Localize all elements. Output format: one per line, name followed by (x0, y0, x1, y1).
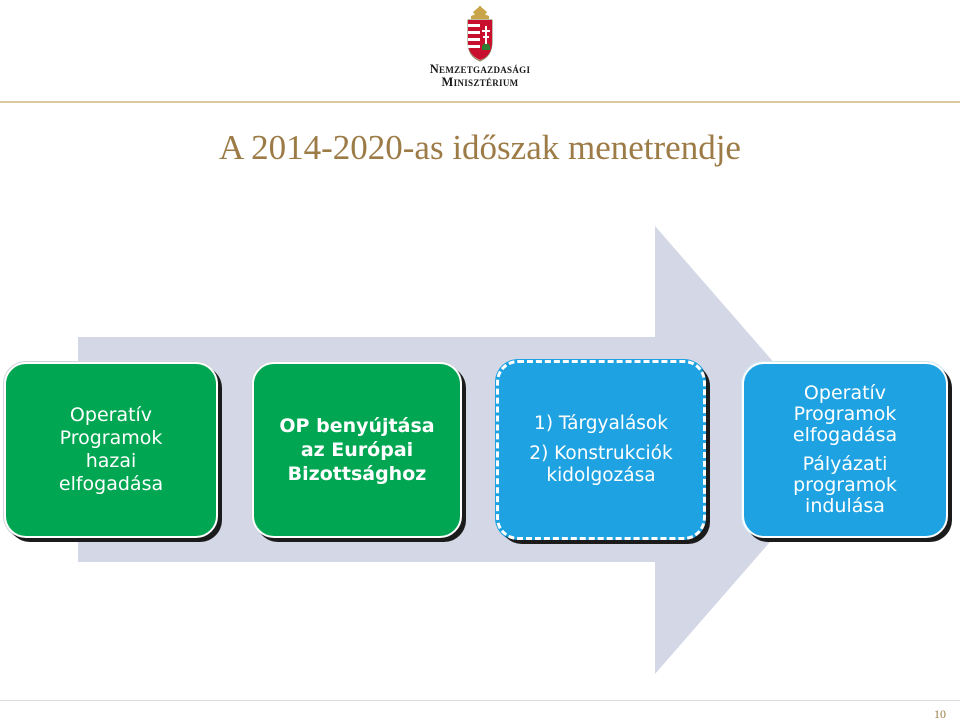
step-text: hazai (85, 450, 137, 472)
ministry-line-2: Minisztérium (441, 75, 519, 89)
step-text: Programok (59, 427, 163, 449)
step-text: 2) Konstrukciók (529, 443, 673, 464)
step-text: indulása (805, 495, 885, 517)
step-text: programok (793, 474, 897, 496)
step-text: 1) Tárgyalások (534, 413, 668, 434)
step-text: Programok (793, 403, 897, 425)
step-text: elfogadása (58, 473, 164, 495)
page-number: 10 (934, 707, 946, 721)
slide-title: A 2014-2020-as időszak menetrendje (219, 128, 741, 167)
ministry-line-1: Nemzetgazdasági (429, 62, 531, 76)
step-text: Operatív (69, 404, 153, 426)
step-op-adoption-launch (742, 362, 948, 538)
step-text: Operatív (803, 382, 887, 404)
step-op-submission (252, 362, 462, 538)
step-text: elfogadása (792, 424, 898, 446)
footer-divider (0, 700, 960, 701)
step-negotiations (496, 360, 706, 540)
step-text: OP benyújtása (279, 415, 435, 437)
step-text: Pályázati (802, 453, 888, 475)
step-text: az Európai (300, 439, 414, 461)
step-text: Bizottsághoz (287, 463, 427, 485)
step-text: kidolgozása (546, 465, 656, 486)
step-national-approval (4, 362, 218, 538)
